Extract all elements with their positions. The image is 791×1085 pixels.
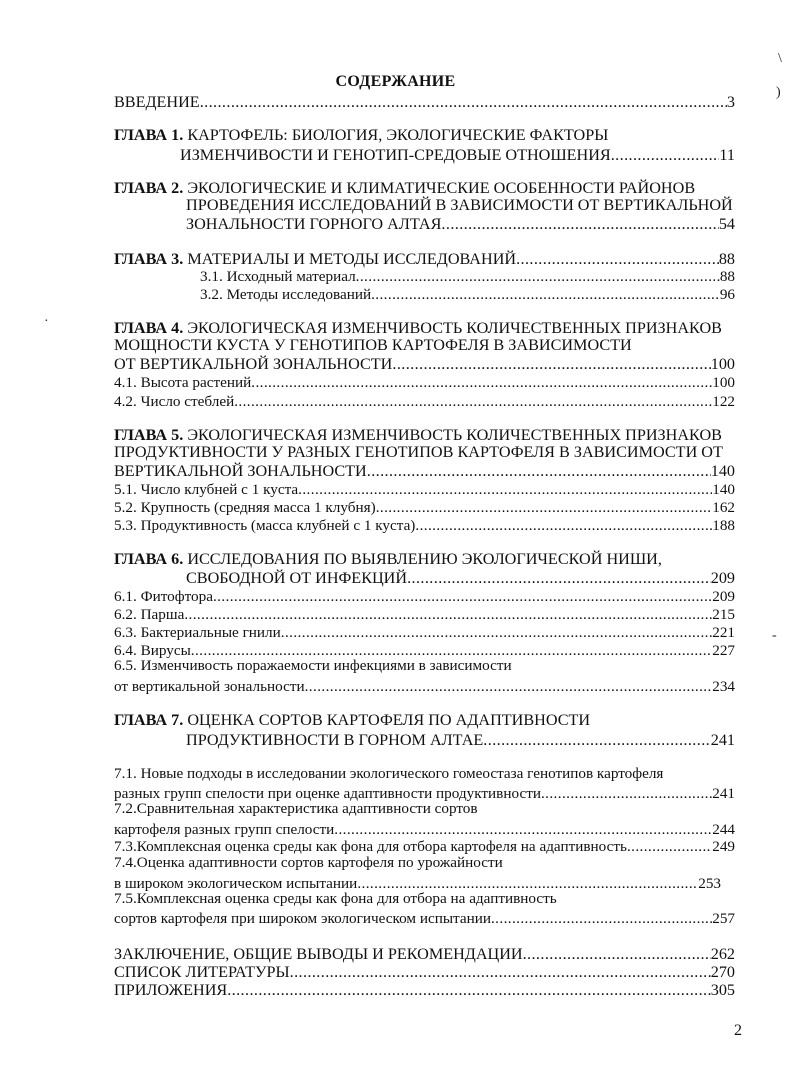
page-ref: 209 [710,569,735,587]
page-ref: 262 [710,945,735,963]
page-ref: 88 [718,250,735,268]
entry-text: ПРИЛОЖЕНИЯ [114,981,228,999]
page-ref: 96 [719,286,735,303]
entry-text: 4.2. Число стеблей [114,393,235,410]
page-ref: 253 [698,875,721,892]
entry-text: от вертикальной зональности [114,678,305,695]
dot-leader [541,785,712,803]
entry-text: 3.1. Исходный материал [200,268,356,285]
dot-leader [491,910,712,928]
dot-leader [305,678,713,696]
entry-text: ЗОНАЛЬНОСТИ ГОРНОГО АЛТАЯ [186,215,442,233]
chapter-label: ГЛАВА 1. [114,126,184,144]
section-5-2-entry[interactable] [114,497,735,517]
entry-text: в широком экологическом испытании [114,875,358,892]
chapter-label: ГЛАВА 5. [114,426,184,444]
dot-leader [234,393,712,411]
toc-entry-appendix[interactable] [114,979,735,999]
chapter-2-title-line: ПРОВЕДЕНИЯ ИССЛЕДОВАНИЙ В ЗАВИСИМОСТИ ОТ ВЕРТИКАЛЬНОЙ [186,196,733,214]
chapter-7-heading[interactable] [114,711,590,731]
entry-text: 6.4. Вирусы [114,642,191,659]
toc-entry-introduction[interactable] [114,91,735,111]
page-ref: 162 [712,499,735,516]
toc-entry-references[interactable] [114,961,735,981]
entry-text: 6.3. Бактериальные гнили [114,624,281,641]
page-ref: 244 [712,821,735,838]
chapter-title: ЭКОЛОГИЧЕСКАЯ ИЗМЕНЧИВОСТЬ КОЛИЧЕСТВЕННЫХ ПРИЗНАКОВ [187,426,722,444]
toc-entry-conclusion[interactable] [114,943,735,963]
chapter-4-title-line: МОЩНОСТИ КУСТА У ГЕНОТИПОВ КАРТОФЕЛЯ В ЗАВИСИМОСТИ [114,336,632,354]
page-ref: 100 [710,355,735,373]
section-7-4-heading[interactable]: 7.4.Оценка адаптивности сортов картофеля по урожайности [114,854,503,871]
chapter-title: ИССЛЕДОВАНИЯ ПО ВЫЯВЛЕНИЮ ЭКОЛОГИЧЕСКОЙ НИШИ, [187,550,662,568]
entry-text: 6.1. Фитофтора [114,588,213,605]
section-6-1-entry[interactable] [114,586,735,606]
chapter-5-title-line: ПРОДУКТИВНОСТИ У РАЗНЫХ ГЕНОТИПОВ КАРТОФЕЛЯ В ЗАВИСИМОСТИ ОТ [114,443,723,461]
entry-text: 3.2. Методы исследований [200,286,372,303]
dot-leader [392,355,710,373]
section-7-2-heading[interactable]: 7.2.Сравнительная характеристика адаптивности сортов [114,800,478,817]
entry-text: 5.2. Крупность (средняя масса 1 клубня) [114,499,376,516]
chapter-5-entry[interactable] [114,460,735,480]
entry-text: сортов картофеля при широком экологическом испытании [114,910,491,927]
chapter-title: ЭКОЛОГИЧЕСКАЯ ИЗМЕНЧИВОСТЬ КОЛИЧЕСТВЕННЫХ ПРИЗНАКОВ [187,319,722,337]
page-ref: 3 [726,93,735,111]
chapter-label: ГЛАВА 6. [114,550,184,568]
entry-text: ОТ ВЕРТИКАЛЬНОЙ ЗОНАЛЬНОСТИ [114,355,393,373]
page-ref: 140 [710,462,735,480]
chapter-title: КАРТОФЕЛЬ: БИОЛОГИЯ, ЭКОЛОГИЧЕСКИЕ ФАКТОРЫ [187,126,609,144]
entry-text: ВВЕДЕНИЕ [114,93,200,111]
scan-mark: · [44,314,49,329]
chapter-label: ГЛАВА 4. [114,319,184,337]
page-ref: 221 [712,624,735,641]
entry-text: ВЕРТИКАЛЬНОЙ ЗОНАЛЬНОСТИ [114,462,367,480]
section-6-2-entry[interactable] [114,604,735,624]
page-ref: 188 [712,517,735,534]
dot-leader [415,517,712,535]
section-7-3-entry[interactable] [114,836,735,856]
entry-text: СВОБОДНОЙ ОТ ИНФЕКЦИЙ [186,569,408,587]
entry-text: 6.2. Парша [114,606,185,623]
page-ref: 209 [712,588,735,605]
dot-leader [441,215,718,233]
entry-text: 5.3. Продуктивность (масса клубней с 1 куста) [114,517,416,534]
scan-mark: - [772,628,777,643]
page-ref: 241 [712,785,735,802]
chapter-title: ОЦЕНКА СОРТОВ КАРТОФЕЛЯ ПО АДАПТИВНОСТИ [187,711,591,729]
chapter-7-entry[interactable] [186,729,735,749]
dot-leader [371,286,720,304]
dot-leader [200,93,727,111]
dot-leader [227,981,711,999]
chapter-label: ГЛАВА 3. [114,250,184,268]
page-ref: 88 [719,268,735,285]
chapter-1-entry[interactable] [180,144,735,164]
section-4-1-entry[interactable] [114,372,735,392]
dot-leader [627,838,712,856]
page-ref: 122 [712,393,735,410]
entry-text: разных групп спелости при оценке адаптивности продуктивности [114,785,541,802]
entry-text: картофеля разных групп спелости [114,821,335,838]
chapter-3-entry[interactable] [114,248,735,268]
chapter-4-entry[interactable] [114,353,735,373]
dot-leader [367,462,711,480]
page-ref: 249 [712,838,735,855]
section-5-1-entry[interactable] [114,479,735,499]
section-4-2-entry[interactable] [114,391,735,411]
page-ref: 100 [712,374,735,391]
page-ref: 270 [710,963,735,981]
chapter-2-entry[interactable] [186,213,735,233]
page-ref: 257 [712,910,735,927]
section-7-1-heading[interactable]: 7.1. Новые подходы в исследовании экологического гомеостаза генотипов картофеля [114,765,664,782]
chapter-title: ЭКОЛОГИЧЕСКИЕ И КЛИМАТИЧЕСКИЕ ОСОБЕННОСТИ РАЙОНОВ [187,179,696,197]
entry-text: ЗАКЛЮЧЕНИЕ, ОБЩИЕ ВЫВОДЫ И РЕКОМЕНДАЦИИ [114,945,523,963]
chapter-6-entry[interactable] [186,567,735,587]
scan-mark: \ [778,51,782,66]
entry-text: СПИСОК ЛИТЕРАТУРЫ [114,963,290,981]
dot-leader [407,569,711,587]
entry-text: ПРОДУКТИВНОСТИ В ГОРНОМ АЛТАЕ [186,731,484,749]
page-number: 2 [734,1022,742,1039]
page-ref: 305 [710,981,735,999]
dot-leader [483,731,710,749]
section-3-2-entry[interactable] [200,284,735,304]
page-ref: 140 [712,481,735,498]
dot-leader [251,374,712,392]
page-ref: 241 [710,731,735,749]
page-ref: 215 [712,606,735,623]
page-ref: 11 [719,146,735,164]
section-5-3-entry[interactable] [114,515,735,535]
entry-text: 5.1. Число клубней с 1 куста [114,481,299,498]
page-ref: 227 [712,642,735,659]
page-ref: 54 [718,215,735,233]
page-ref: 234 [712,678,735,695]
section-6-5-entry[interactable] [114,676,735,696]
toc-title: СОДЕРЖАНИЕ [335,73,456,90]
section-6-3-entry[interactable] [114,622,735,642]
scan-mark: ) [776,85,781,100]
entry-text: 4.1. Высота растений [114,374,252,391]
chapter-1-heading[interactable] [114,126,608,146]
chapter-title: МАТЕРИАЛЫ И МЕТОДЫ ИССЛЕДОВАНИЙ [187,250,517,268]
chapter-label: ГЛАВА 2. [114,179,184,197]
section-3-1-entry[interactable] [200,266,735,286]
section-7-5-entry[interactable] [114,908,735,928]
dot-leader [611,146,720,164]
entry-text: ИЗМЕНЧИВОСТИ И ГЕНОТИП-СРЕДОВЫЕ ОТНОШЕНИЯ [180,146,611,164]
section-7-5-heading[interactable]: 7.5.Комплексная оценка среды как фона для отбора на адаптивность [114,890,557,907]
section-6-5-heading[interactable]: 6.5. Изменчивость поражаемости инфекциями в зависимости [114,657,512,674]
entry-text: 7.3.Комплексная оценка среды как фона для отбора картофеля на адаптивность [114,838,627,855]
chapter-label: ГЛАВА 7. [114,711,184,729]
